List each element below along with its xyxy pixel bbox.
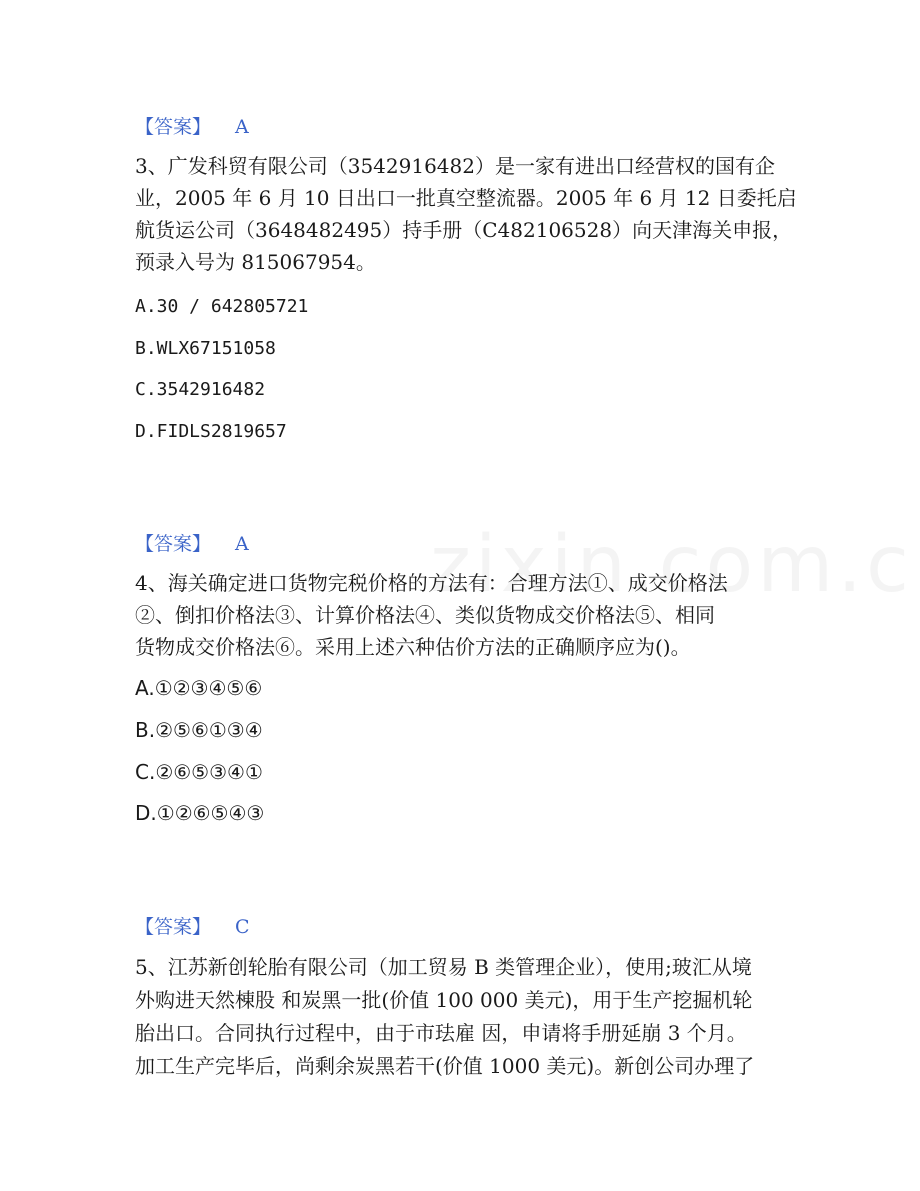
answer-line	[135, 912, 250, 939]
answer-label: 【答案】	[135, 533, 212, 555]
question-3-option-b: B.WLX67151058	[135, 338, 276, 359]
question-4-line: 4、海关确定进口货物完税价格的方法有：合理方法①、成交价格法	[135, 571, 728, 595]
question-4-line: 货物成交价格法⑥。采用上述六种估价方法的正确顺序应为()。	[135, 635, 691, 659]
question-3-line: 业，2005 年 6 月 10 日出口一批真空整流器。2005 年 6 月 12 日委托启	[135, 186, 797, 210]
question-5-line: 5、江苏新创轮胎有限公司（加工贸易 B 类管理企业），使用;玻汇从境	[135, 955, 752, 979]
question-3-option-c: C.3542916482	[135, 379, 266, 400]
answer-key: A	[235, 116, 249, 138]
question-4-option-a: A.①②③④⑤⑥	[135, 676, 263, 700]
question-4-line: ②、倒扣价格法③、计算价格法④、类似货物成交价格法⑤、相同	[135, 603, 715, 627]
answer-key: C	[235, 916, 250, 938]
question-4-option-d: D.①②⑥⑤④③	[135, 801, 265, 825]
question-5-line: 加工生产完毕后，尚剩余炭黑若干(价值 1000 美元)。新创公司办理了	[135, 1054, 755, 1078]
question-5-line: 胎出口。合同执行过程中，由于市珐雇 因，申请将手册延崩 3 个月。	[135, 1021, 747, 1045]
question-3-line: 预录入号为 815067954。	[135, 250, 376, 274]
question-5-line: 外购进天然棟股 和炭黑一批(价值 100 000 美元)，用于生产挖掘机轮	[135, 988, 753, 1012]
question-3-line: 航货运公司（3648482495）持手册（C482106528）向天津海关申报，	[135, 218, 793, 242]
question-3-option-d: D.FIDLS2819657	[135, 421, 287, 442]
answer-label: 【答案】	[135, 116, 212, 138]
question-3-line: 3、广发科贸有限公司（3542916482）是一家有进出口经营权的国有企	[135, 154, 775, 178]
question-4-option-c: C.②⑥⑤③④①	[135, 760, 263, 784]
answer-key: A	[235, 533, 249, 555]
question-4-option-b: B.②⑤⑥①③④	[135, 718, 263, 742]
answer-line	[135, 112, 249, 139]
question-3-option-a: A.30 / 642805721	[135, 296, 309, 317]
answer-label: 【答案】	[135, 916, 212, 938]
answer-line	[135, 529, 249, 556]
